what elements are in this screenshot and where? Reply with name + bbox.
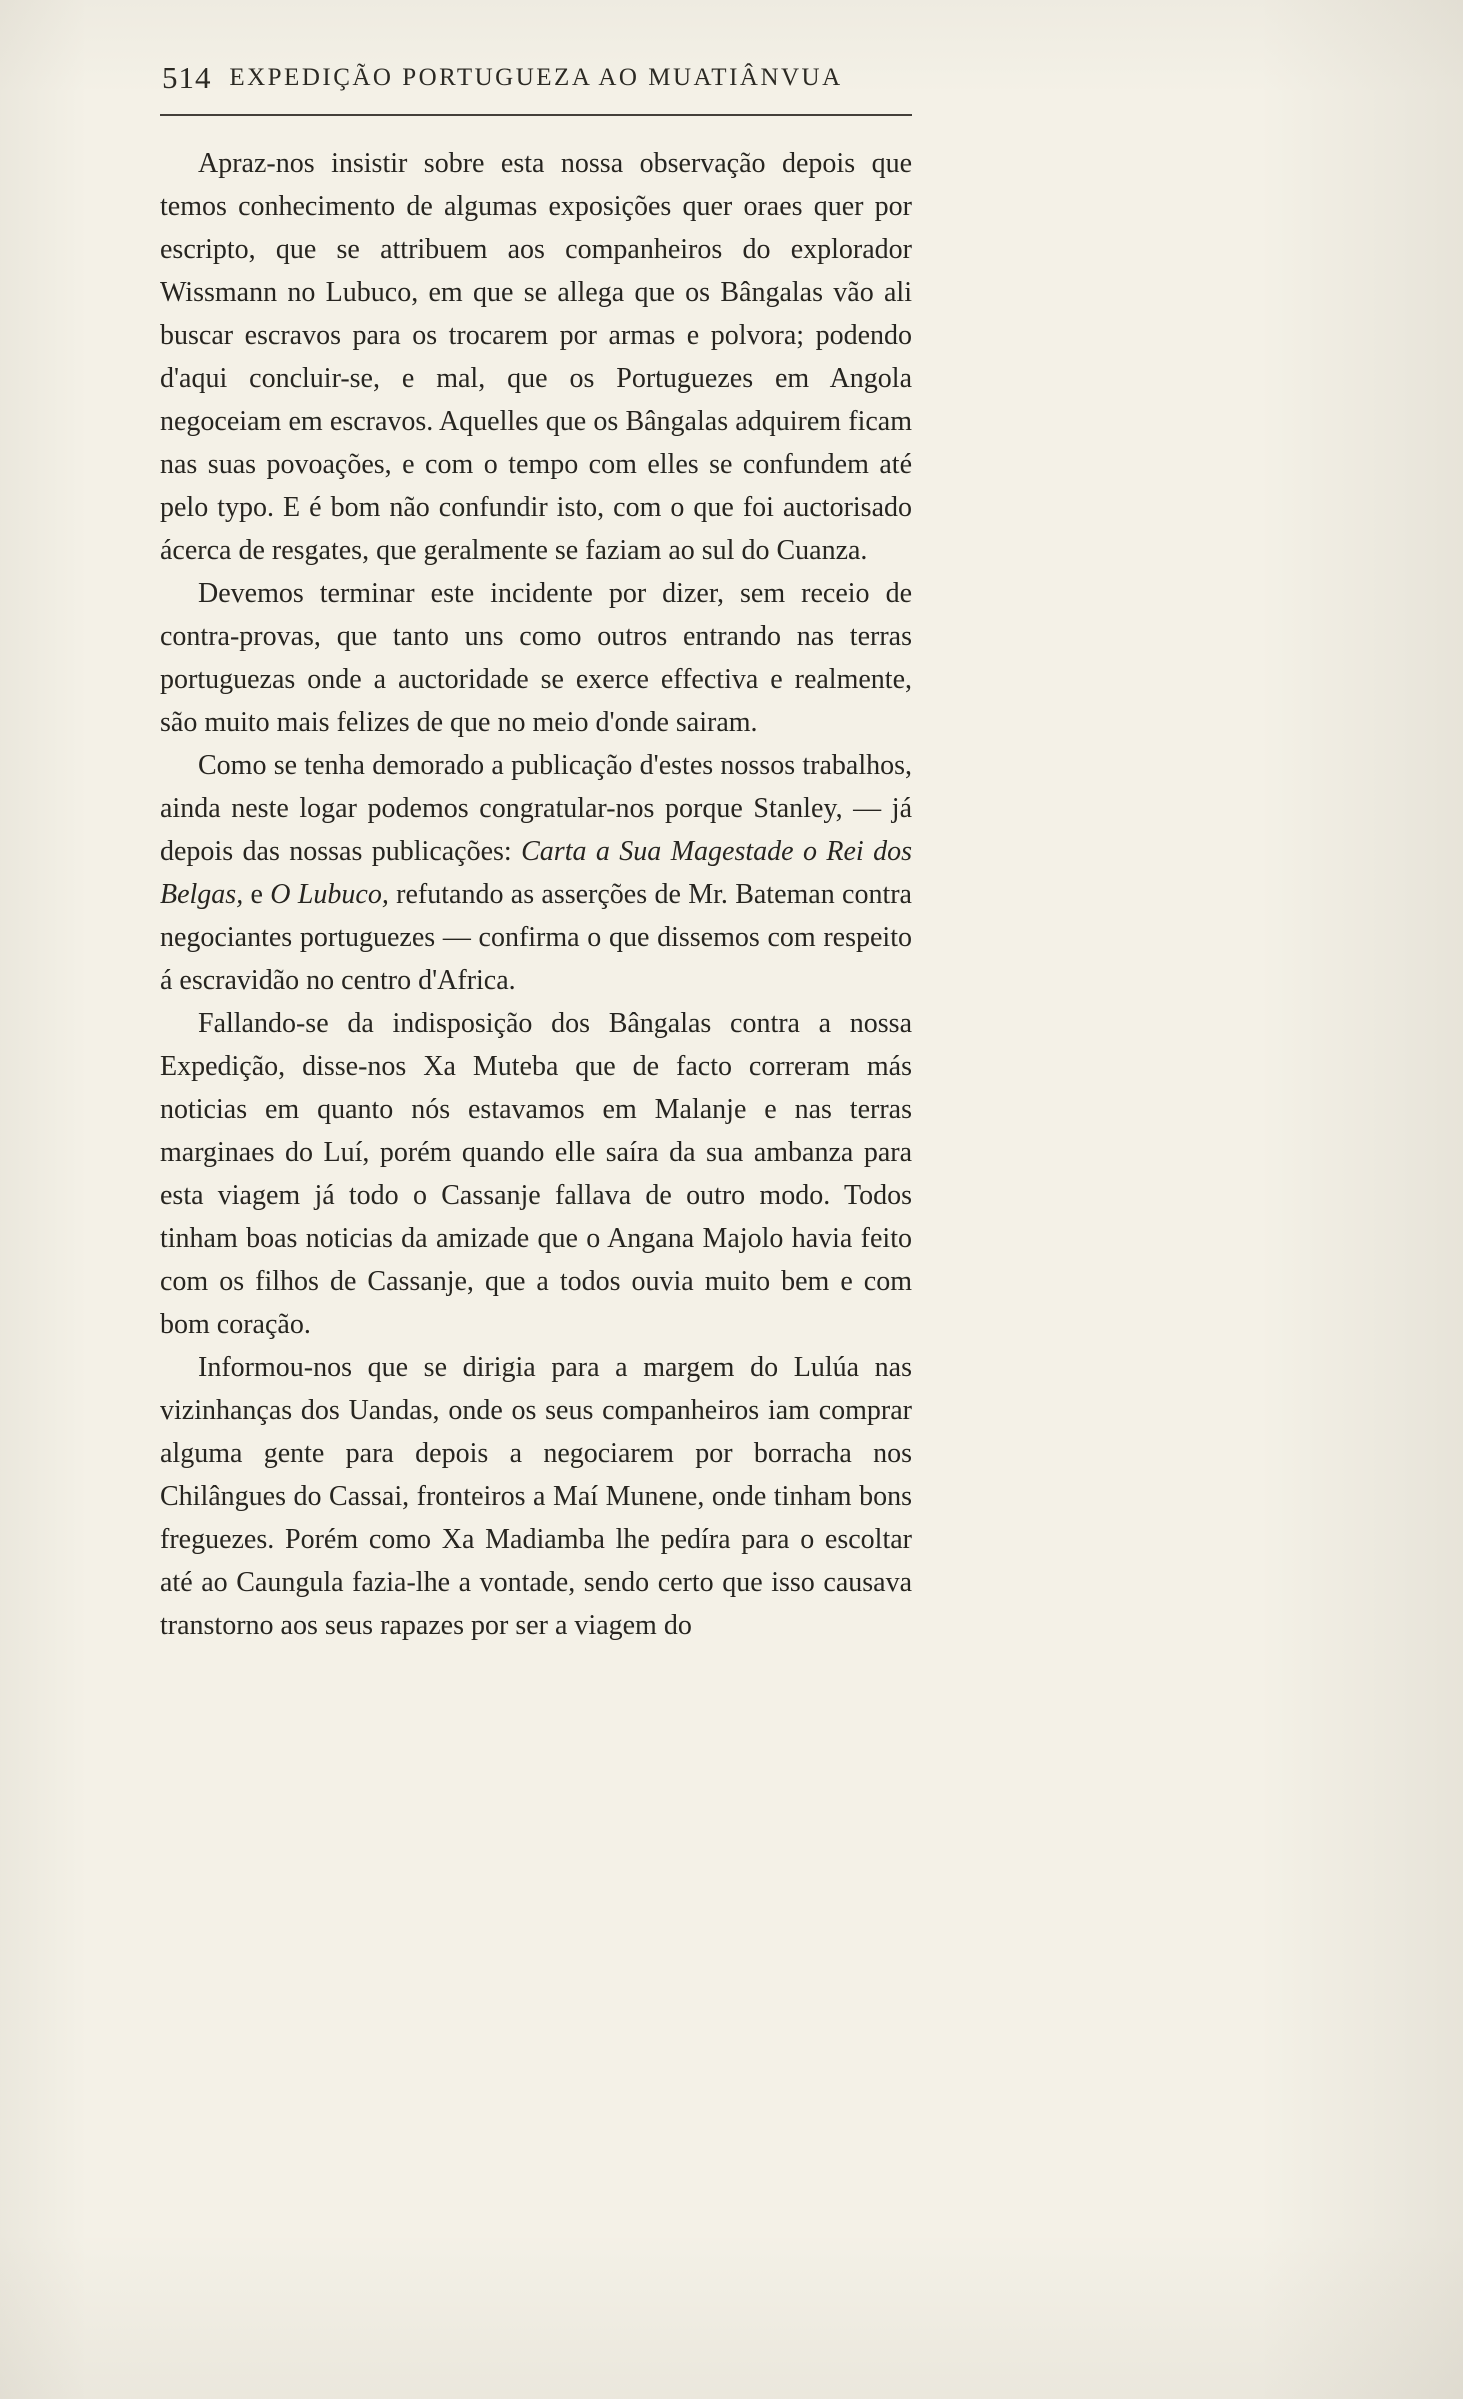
body-text [160, 142, 912, 1647]
book-title-italic: Carta a Sua Magestade o Rei dos Belgas, [160, 836, 912, 910]
book-title-italic: O Lubuco, [270, 879, 389, 910]
paragraph-text: Informou-nos que se dirigia para a margem do Lulúa nas vizinhanças dos Uandas, onde os seus companheiros iam comprar alguma gente para depois a negociarem por borracha nos Chilângues do Cassai, fronteiros a Maí Munene, onde tinham bons freguezes. Porém como Xa Madiamba lhe pedíra para o escoltar até ao Caungula fazia-lhe a vontade, sendo certo que isso causava transtorno aos seus rapazes por ser a viagem do [160, 1352, 912, 1641]
paragraph-3 [160, 744, 912, 1002]
text-block [160, 58, 912, 1647]
paragraph-text: Apraz-nos insistir sobre esta nossa observação depois que temos conhecimento de algumas exposições quer oraes quer por escripto, que se attribuem aos companheiros do explorador Wissmann no Lubuco, em que se allega que os Bângalas vão ali buscar escravos para os trocarem por armas e polvora; podendo d'aqui concluir-se, e mal, que os Portuguezes em Angola negoceiam em escravos. Aquelles que os Bângalas adquirem ficam nas suas povoações, e com o tempo com elles se confundem até pelo typo. E é bom não confundir isto, com o que foi auctorisado ácerca de resgates, que geralmente se faziam ao sul do Cuanza. [160, 148, 912, 566]
paragraph-text: Fallando-se da indisposição dos Bângalas contra a nossa Expedição, disse-nos Xa Muteba que de facto correram más noticias em quanto nós estavamos em Malanje e nas terras marginaes do Luí, porém quando elle saíra da sua ambanza para esta viagem já todo o Cassanje fallava de outro modo. Todos tinham boas noticias da amizade que o Angana Majolo havia feito com os filhos de Cassanje, que a todos ouvia muito bem e com bom coração. [160, 1008, 912, 1340]
paragraph-5 [160, 1346, 912, 1647]
text-segment: e [243, 879, 271, 910]
paragraph-text: Devemos terminar este incidente por dizer, sem receio de contra-provas, que tanto uns como outros entrando nas terras portuguezas onde a auctoridade se exerce effectiva e realmente, são muito mais felizes de que no meio d'onde sairam. [160, 578, 912, 738]
paragraph-1 [160, 142, 912, 572]
running-title: EXPEDIÇÃO PORTUGUEZA AO MUATIÂNVUA [229, 64, 843, 91]
header-rule [160, 114, 912, 116]
text-segment: Como se tenha demorado a publicação d'estes nossos trabalhos, ainda neste logar podemos congratular-nos porque Stanley, — já depois das nossas publicações: [160, 750, 912, 867]
paragraph-2 [160, 572, 912, 744]
page-number: 514 [162, 60, 212, 95]
text-segment: refutando as asserções de Mr. Bateman contra negociantes portuguezes — confirma o que dissemos com respeito á escravidão no centro d'Africa. [160, 879, 912, 996]
paragraph-4 [160, 1002, 912, 1346]
page-header [160, 58, 912, 102]
